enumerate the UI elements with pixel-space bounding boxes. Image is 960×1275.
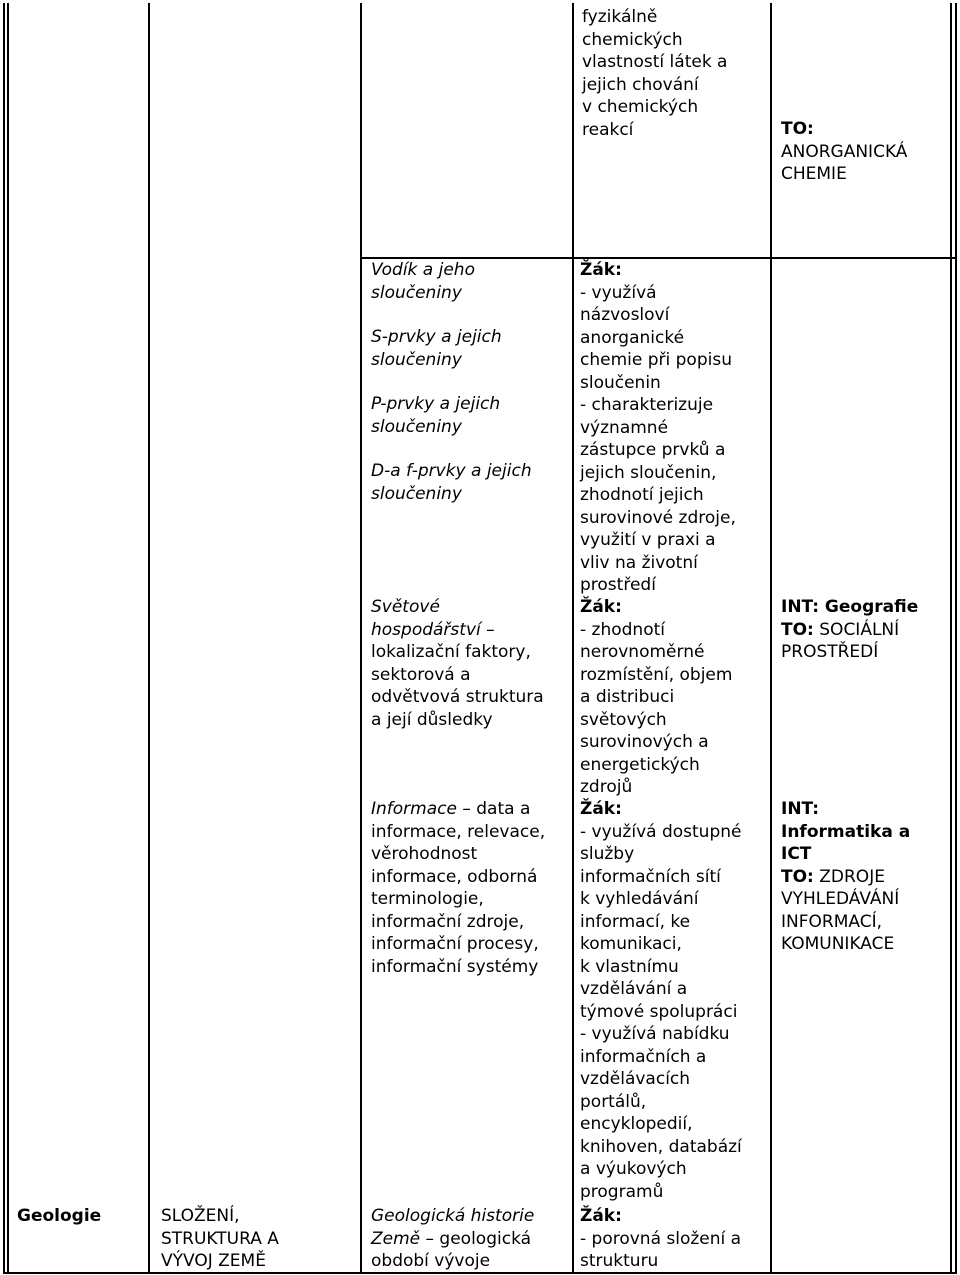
- text-line: fyzikálně: [582, 7, 658, 27]
- topic-line: Vodík a jeho: [371, 260, 475, 280]
- topic-line: odvětvová struktura: [371, 687, 544, 707]
- outcome-line: anorganické: [580, 327, 685, 348]
- geology-topic-tail: geologická: [434, 1228, 532, 1249]
- topic-line: informační systémy: [371, 956, 539, 977]
- topic-line: informace, relevace,: [371, 821, 546, 842]
- text-line: vlastností látek a: [582, 52, 728, 72]
- left-border-inner: [7, 3, 9, 1273]
- outcome-line: a distribuci: [580, 687, 675, 707]
- col-divider-3: [572, 3, 574, 1273]
- information-italic: Informace –: [371, 799, 471, 819]
- geology-topic: [371, 1205, 566, 1273]
- topic-item: [371, 393, 566, 438]
- int-line: ICT: [781, 844, 812, 864]
- outcome-line: vzdělávání a: [580, 979, 688, 999]
- outcome-line: - zhodnotí: [580, 619, 665, 640]
- outcome-line: informačních a: [580, 1046, 707, 1067]
- outcome-line: týmové spolupráci: [580, 1001, 738, 1022]
- topic-line: S-prvky a jejich: [371, 327, 502, 347]
- information-first-plain: data a: [470, 799, 531, 819]
- chemistry-outcomes: [580, 259, 768, 597]
- to-label-3: TO:: [781, 866, 814, 887]
- col-divider-1: [148, 3, 150, 1273]
- top-expected-outcomes: [582, 6, 767, 141]
- outcome-line: surovinové zdroje,: [580, 507, 736, 528]
- outcome-line: portálů,: [580, 1091, 647, 1112]
- outcome-line: - využívá: [580, 282, 657, 303]
- topic-line: sektorová a: [371, 664, 471, 685]
- topic-line: P-prvky a jejich: [371, 394, 501, 414]
- economy-topic: [371, 596, 566, 731]
- topic-line: období vývoje: [371, 1251, 491, 1271]
- outcome-line: zdrojů: [580, 777, 633, 797]
- theme-line: VÝVOJ ZEMĚ: [161, 1251, 266, 1271]
- outcome-line: světových: [580, 709, 667, 730]
- outcome-line: rozmístění, objem: [580, 664, 733, 685]
- outcome-line: - charakterizuje: [580, 395, 714, 415]
- outcome-line: surovinových a: [580, 732, 709, 752]
- topic-line: D-a f-prvky a jejich: [371, 461, 532, 481]
- outcome-line: názvosloví: [580, 305, 670, 325]
- text-line: reakcí: [582, 119, 634, 140]
- topic-line: informační procesy,: [371, 934, 539, 954]
- int-line: INT:: [781, 799, 820, 819]
- chemistry-topics: [371, 259, 566, 505]
- topic-line: lokalizační faktory,: [371, 642, 531, 662]
- outcome-line: - využívá nabídku: [580, 1024, 730, 1044]
- zak-label-2: Žák:: [580, 597, 622, 617]
- outcome-line: zástupce prvků a: [580, 440, 726, 460]
- to-line: PROSTŘEDÍ: [781, 642, 879, 662]
- topic-line: sloučeniny: [371, 349, 462, 370]
- int-geografie-label: INT: Geografie: [781, 597, 919, 617]
- to-line: SOCIÁLNÍ: [819, 619, 900, 640]
- outcome-line: nerovnoměrné: [580, 642, 705, 662]
- outcome-line: využití v praxi a: [580, 530, 716, 550]
- information-outcomes: [580, 798, 768, 1203]
- outcome-line: energetických: [580, 754, 700, 775]
- geology-topic-italic-2: Země –: [371, 1228, 435, 1249]
- topic-line: hospodářství –: [371, 619, 495, 640]
- to-line: KOMUNIKACE: [781, 934, 895, 954]
- geology-topic-italic: Geologická historie: [371, 1206, 535, 1226]
- zak-label-3: Žák:: [580, 799, 622, 819]
- outcome-line: vzdělávacích: [580, 1069, 691, 1089]
- to-line: INFORMACÍ,: [781, 911, 882, 932]
- text-line: ANORGANICKÁ: [781, 141, 908, 162]
- information-topic: [371, 798, 566, 978]
- information-cross-curricular: [781, 798, 953, 956]
- outcome-line: komunikaci,: [580, 934, 682, 954]
- outcome-line: zhodnotí jejich: [580, 485, 704, 505]
- right-border-outer: [955, 3, 957, 1273]
- zak-label-4: Žák:: [580, 1206, 622, 1226]
- economy-outcomes: [580, 596, 768, 799]
- theme-line: STRUKTURA A: [161, 1228, 279, 1249]
- theme-geology: [161, 1205, 356, 1273]
- top-cross-curricular: [781, 118, 951, 186]
- outcome-line: encyklopedií,: [580, 1114, 693, 1134]
- zak-label-1: Žák:: [580, 260, 622, 280]
- text-line: chemických: [582, 29, 683, 50]
- to-line: VYHLEDÁVÁNÍ: [781, 889, 900, 909]
- topic-item: [371, 326, 566, 371]
- outcome-line: k vlastnímu: [580, 956, 679, 977]
- outcome-line: k vyhledávání: [580, 889, 699, 909]
- col-divider-2: [360, 3, 362, 1273]
- outcome-line: - porovná složení a: [580, 1228, 742, 1249]
- left-border-outer: [3, 3, 5, 1273]
- outcome-line: a výukových: [580, 1159, 687, 1179]
- outcome-line: knihoven, databází: [580, 1136, 742, 1157]
- outcome-line: významné: [580, 417, 669, 438]
- outcome-line: služby: [580, 844, 635, 864]
- topic-item: [371, 259, 566, 304]
- topic-line: sloučeniny: [371, 416, 462, 437]
- outcome-line: prostředí: [580, 575, 656, 595]
- topic-line: terminologie,: [371, 889, 484, 909]
- topic-line: informační zdroje,: [371, 911, 525, 932]
- outcome-line: informačních sítí: [580, 866, 721, 887]
- outcome-line: sloučenin: [580, 372, 661, 393]
- outcome-line: - využívá dostupné: [580, 821, 742, 842]
- to-label: TO:: [781, 119, 814, 139]
- outcome-line: jejich sloučenin,: [580, 462, 717, 483]
- outcome-line: vliv na životní: [580, 552, 698, 573]
- outcome-line: chemie při popisu: [580, 350, 732, 370]
- topic-line: Světové: [371, 597, 440, 617]
- text-line: v chemických: [582, 97, 699, 117]
- topic-line: sloučeniny: [371, 282, 462, 303]
- outcome-line: informací, ke: [580, 911, 691, 932]
- outcome-line: programů: [580, 1181, 664, 1202]
- to-first-3: ZDROJE: [813, 866, 885, 887]
- economy-cross-curricular: [781, 596, 953, 664]
- text-line: CHEMIE: [781, 164, 847, 184]
- topic-line: věrohodnost: [371, 844, 478, 864]
- text-line: jejich chování: [582, 74, 699, 95]
- col-divider-4: [770, 3, 772, 1273]
- theme-line: SLOŽENÍ,: [161, 1206, 240, 1226]
- int-line: Informatika a: [781, 821, 911, 842]
- topic-line: a její důsledky: [371, 709, 493, 730]
- topic-line: informace, odborná: [371, 866, 538, 887]
- subject-geologie: Geologie: [17, 1206, 102, 1226]
- outcome-line: strukturu: [580, 1251, 659, 1271]
- topic-item: [371, 460, 566, 505]
- topic-line: sloučeniny: [371, 483, 462, 504]
- to-label-2: TO:: [781, 619, 814, 640]
- geology-outcomes: [580, 1205, 768, 1273]
